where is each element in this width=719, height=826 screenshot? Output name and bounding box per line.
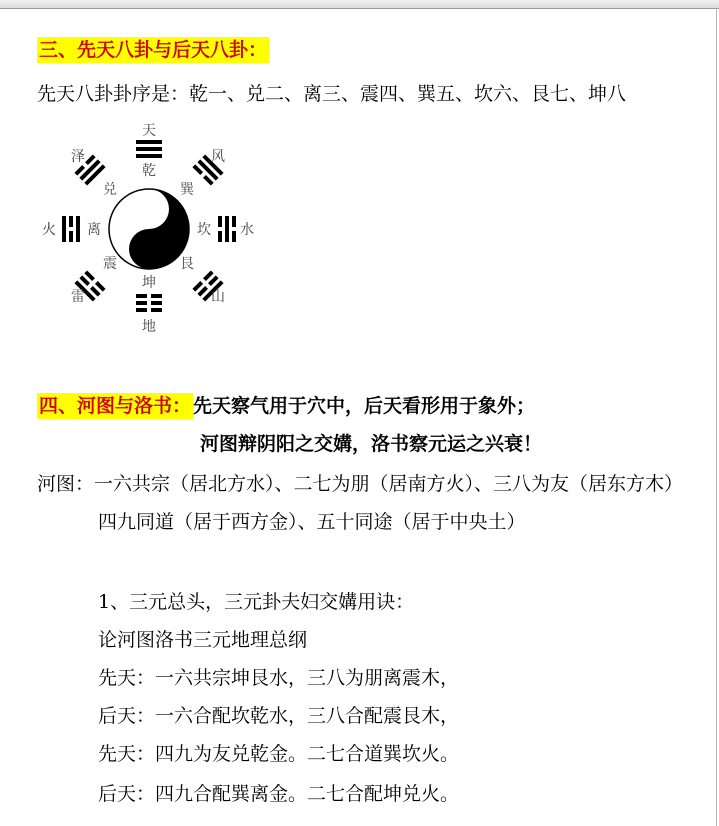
poem-line-3: 先天：四九为友兑乾金。二七合道巽坎火。 <box>98 743 460 765</box>
section4-heading-line <box>37 394 535 418</box>
bagua-diagram <box>40 118 260 338</box>
trigram-zhen-name: 震 <box>103 256 117 272</box>
hetu-line2: 四九同道（居于西方金）、五十同途（居于中央土） <box>98 511 526 533</box>
window-top-bar <box>0 0 719 9</box>
section4-title: 四、河图与洛书： <box>39 395 192 417</box>
trigram-gen-name: 艮 <box>180 256 194 272</box>
trigram-kun-nature: 地 <box>142 319 156 335</box>
section3-heading <box>37 38 269 62</box>
trigram-dui-name: 兑 <box>103 182 117 198</box>
taiji-symbol <box>109 189 189 269</box>
trigram-li-nature: 火 <box>42 222 56 238</box>
trigram-gen-nature: 山 <box>211 289 225 305</box>
page-right-border <box>716 8 717 826</box>
poem-line-2: 后天：一六合配坎乾水，三八合配震艮木， <box>98 705 460 727</box>
trigram-kan-symbol <box>218 216 236 242</box>
bagua-sequence: 先天八卦卦序是：乾一、兑二、离三、震四、巽五、坎六、艮七、坤八 <box>37 83 627 105</box>
trigram-qian-name: 乾 <box>142 163 156 179</box>
trigram-kun-symbol <box>136 294 162 312</box>
poem-line-4: 后天：四九合配巽离金。二七合配坤兑火。 <box>98 783 460 805</box>
trigram-qian-nature: 天 <box>142 123 156 139</box>
section4-line2: 河图辩阴阳之交媾，洛书察元运之兴衰！ <box>200 433 543 455</box>
trigram-xun-name: 巽 <box>180 182 194 198</box>
section4-line1: 先天察气用于穴中，后天看形用于象外； <box>193 395 536 417</box>
trigram-qian-symbol <box>136 140 162 158</box>
hetu-line1: 河图：一六共宗（居北方水）、二七为朋（居南方火）、三八为友（居东方木） <box>37 473 684 495</box>
trigram-dui-nature: 泽 <box>71 149 85 165</box>
trigram-kan-nature: 水 <box>240 222 254 238</box>
poem-line-1: 先天：一六共宗坤艮水，三八为朋离震木， <box>98 667 460 689</box>
poem-subheading: 论河图洛书三元地理总纲 <box>98 629 308 651</box>
trigram-li-symbol <box>62 216 80 242</box>
trigram-li-name: 离 <box>87 222 101 238</box>
trigram-xun-nature: 风 <box>211 149 225 165</box>
poem-heading: 1、三元总头，三元卦夫妇交媾用诀： <box>98 591 415 613</box>
section3-title: 三、先天八卦与后天八卦： <box>39 39 268 61</box>
trigram-zhen-nature: 雷 <box>71 289 85 305</box>
trigram-kun-name: 坤 <box>142 275 156 291</box>
trigram-kan-name: 坎 <box>197 222 211 238</box>
